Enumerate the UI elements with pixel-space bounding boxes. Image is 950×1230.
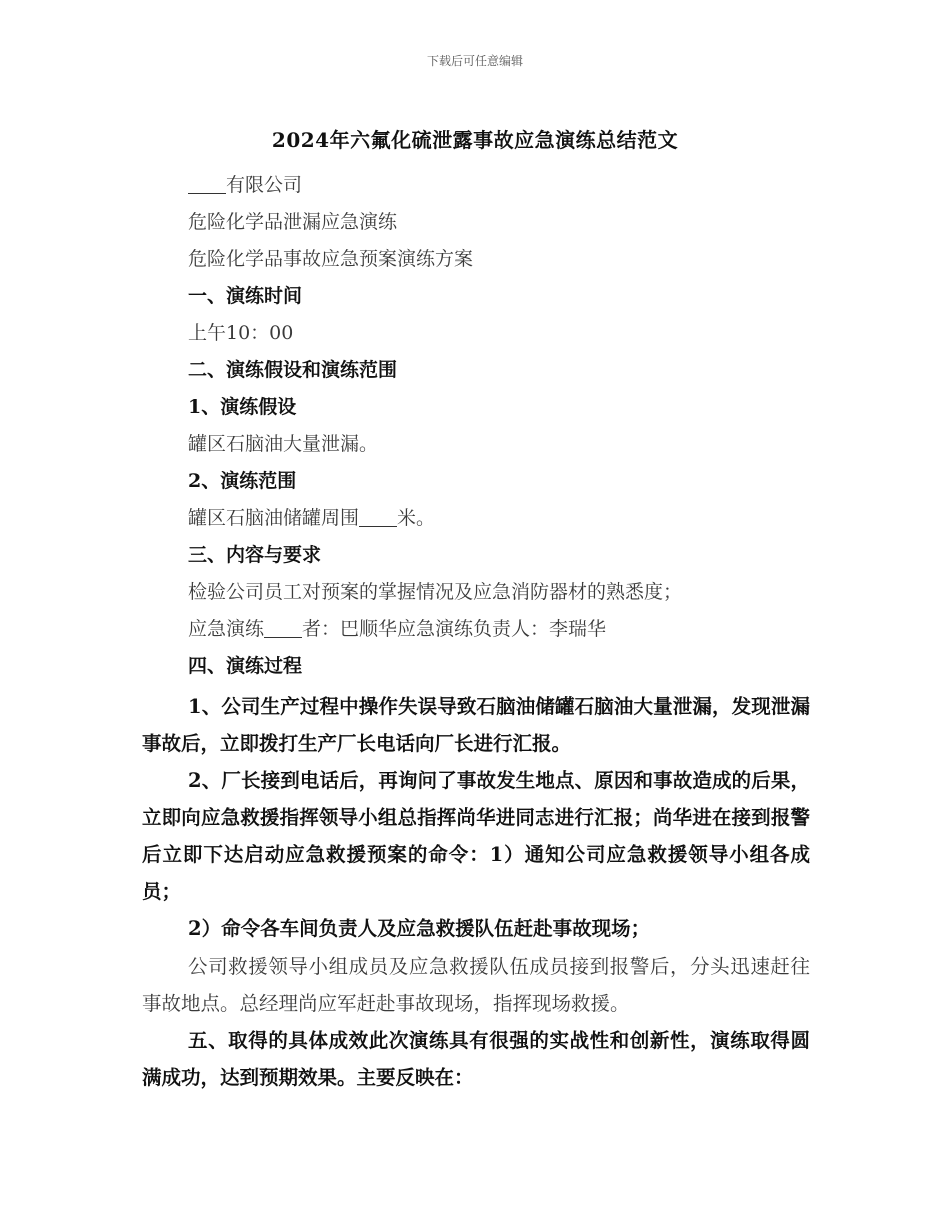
blank-underline [264,617,302,638]
subheading-range: 2、演练范围 [188,470,297,492]
drill-name: 危险化学品泄漏应急演练 [188,211,398,233]
section-heading-scope: 二、演练假设和演练范围 [188,359,398,381]
roles-text [188,616,606,642]
range-text-a: 罐区石脑油储罐周围 [188,507,360,529]
range-text-b: 米。 [397,507,436,529]
section-heading-process: 四、演练过程 [188,655,303,677]
content-text: 检验公司员工对预案的掌握情况及应急消防器材的熟悉度； [188,581,683,603]
process-paragraph-4: 公司救援领导小组成员及应急救援队伍成员接到报警后，分头迅速赶往事故地点。总经理尚应军赶赴事故现场，指挥现场救援。 [142,955,810,1015]
company-suffix: 有限公司 [226,174,303,196]
section-heading-time: 一、演练时间 [188,285,303,307]
document-title: 2024年六氟化硫泄露事故应急演练总结范文 [271,128,679,152]
company-line [188,172,302,198]
roles-text-b: 者：巴顺华应急演练负责人：李瑞华 [302,618,607,640]
header-note: 下载后可任意编辑 [426,54,523,68]
range-text [188,505,435,531]
blank-underline [188,173,226,194]
results-paragraph: 五、取得的具体成效此次演练具有很强的实战性和创新性，演练取得圆满成功，达到预期效果。主要反映在： [142,1029,810,1089]
drill-time: 上午10：00 [188,322,294,344]
process-paragraph-2: 2、厂长接到电话后，再询问了事故发生地点、原因和事故造成的后果，立即向应急救援指挥领导小组总指挥尚华进同志进行汇报；尚华进在接到报警后立即下达启动应急救援预案的命令：1）通知公司应急救援领导小组各成员； [142,769,810,903]
roles-text-a: 应急演练 [188,618,265,640]
process-paragraph-1: 1、公司生产过程中操作失误导致石脑油储罐石脑油大量泄漏，发现泄漏事故后，立即拨打生产厂长电话向厂长进行汇报。 [142,695,810,755]
blank-underline [359,506,397,527]
assumption-text: 罐区石脑油大量泄漏。 [188,433,379,455]
section-heading-content: 三、内容与要求 [188,544,322,566]
process-paragraph-3: 2）命令各车间负责人及应急救援队伍赶赴事故现场； [188,917,651,940]
plan-name: 危险化学品事故应急预案演练方案 [188,248,474,270]
subheading-assumption: 1、演练假设 [188,396,297,418]
